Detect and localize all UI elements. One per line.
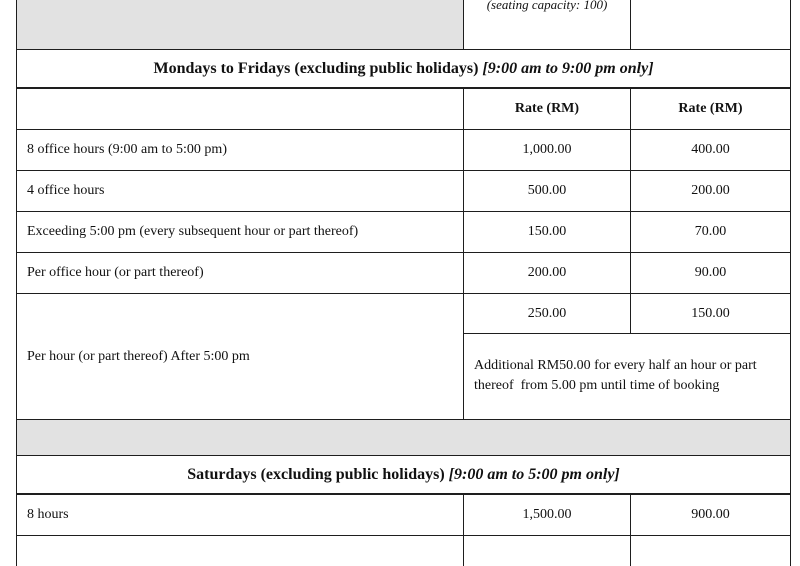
row-label: Exceeding 5:00 pm (every subsequent hour or part thereof) [17,212,464,253]
saturday-section-title: Saturdays (excluding public holidays) [187,466,444,483]
additional-charge-note: Additional RM50.00 for every half an hour or part thereof from 5.00 pm until time of booking [464,334,791,420]
table-row-saturday-header [17,456,791,495]
rate-1-value: 200.00 [464,253,631,294]
table-row-weekday-header [17,50,791,89]
seating-capacity-note: (seating capacity: 100) [464,0,630,14]
table-row [17,253,791,294]
rate-1-value: 1,000.00 [464,130,631,171]
table-row-bottom-partial [17,536,791,566]
table-row [17,212,791,253]
rate-2-value: 200.00 [631,171,791,212]
rate-1-value: 500.00 [464,171,631,212]
weekday-section-title: Mondays to Fridays (excluding public holidays) [153,60,478,77]
rate-2-value: 90.00 [631,253,791,294]
table-row-column-headers [17,88,791,130]
row-label: 8 hours [17,494,464,536]
saturday-time-restriction: [9:00 am to 5:00 pm only] [449,466,620,483]
rate-1-value: 1,500.00 [464,494,631,536]
rate-2-value: 150.00 [631,294,791,334]
after-hours-label: Per hour (or part thereof) After 5:00 pm [17,294,464,420]
shaded-spacer-cell [17,420,791,456]
rate-column-1-header: Rate (RM) [464,88,631,130]
rate-2-value: 70.00 [631,212,791,253]
table-row [17,130,791,171]
row-label: 8 office hours (9:00 am to 5:00 pm) [17,130,464,171]
rate-column-2-header: Rate (RM) [631,88,791,130]
table-row-after-hours [17,294,791,334]
table-row [17,171,791,212]
seating-capacity-cell [464,0,631,50]
rental-rates-table [16,0,791,566]
empty-cell [464,536,631,566]
rate-2-value: 900.00 [631,494,791,536]
table-row [17,494,791,536]
saturday-section-header [17,456,791,495]
empty-header-cell [17,88,464,130]
table-row-top-partial [17,0,791,50]
shaded-cell [17,0,464,50]
weekday-section-header [17,50,791,89]
rate-2-value: 400.00 [631,130,791,171]
row-label: Per office hour (or part thereof) [17,253,464,294]
weekday-time-restriction: [9:00 am to 9:00 pm only] [482,60,653,77]
empty-cell [17,536,464,566]
rate-1-value: 150.00 [464,212,631,253]
table-row-spacer [17,420,791,456]
row-label: 4 office hours [17,171,464,212]
empty-cell [631,0,791,50]
rate-1-value: 250.00 [464,294,631,334]
empty-cell [631,536,791,566]
